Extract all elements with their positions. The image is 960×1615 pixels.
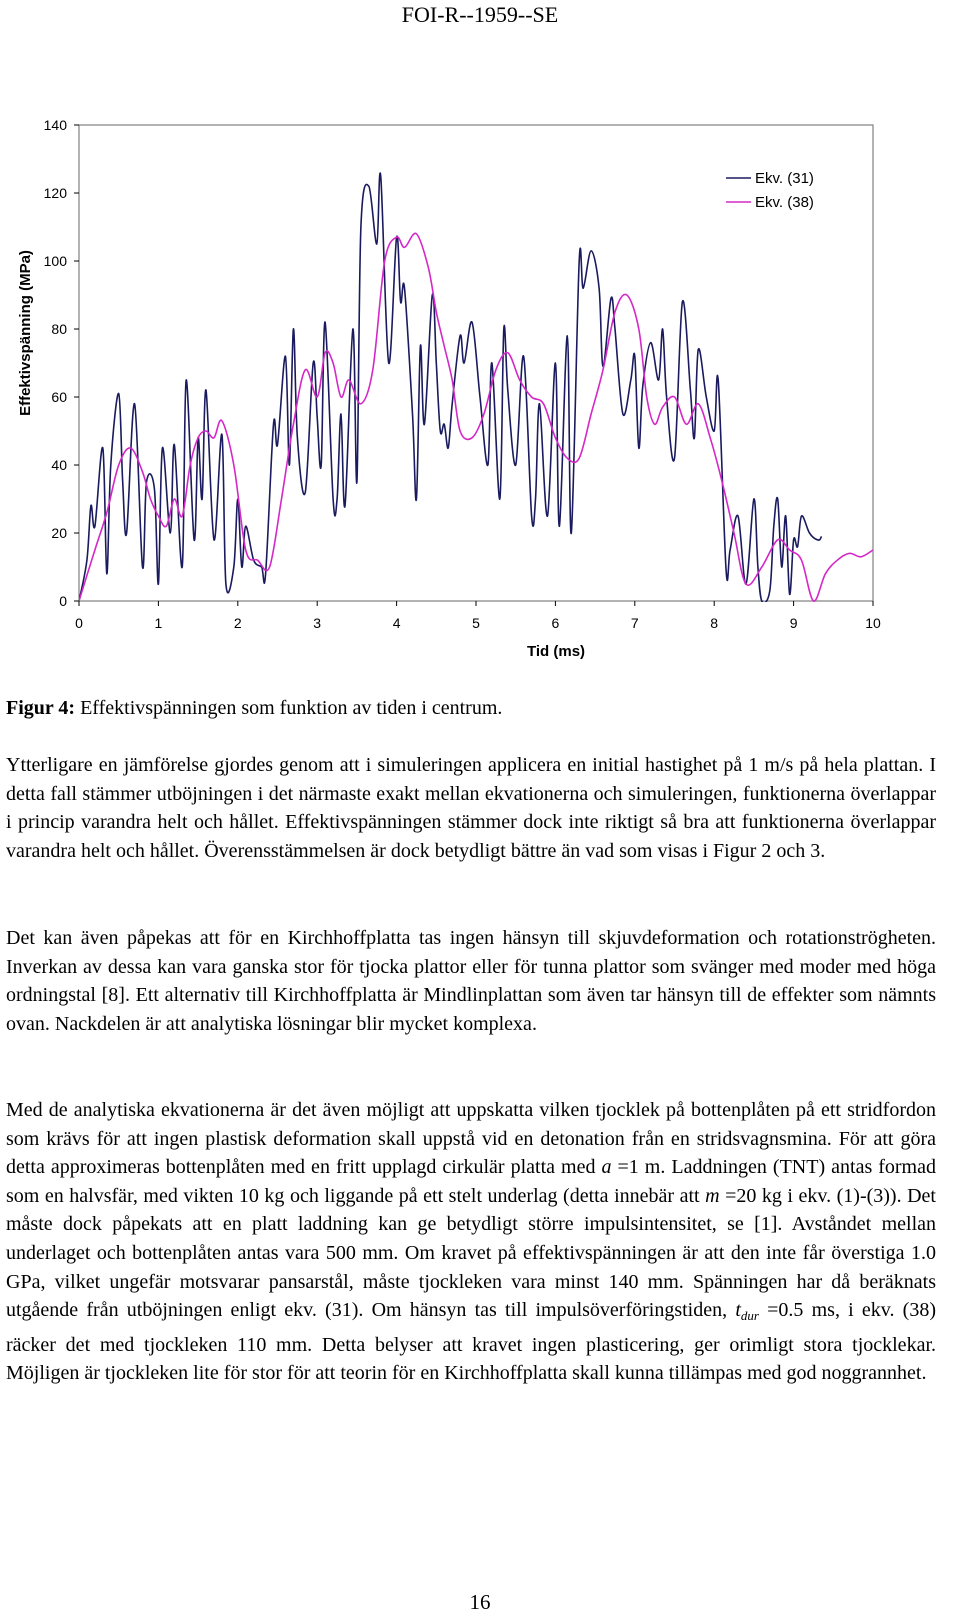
x-tick-label: 8 [710, 615, 719, 631]
paragraph-1: Ytterligare en jämförelse gjordes genom att i simuleringen applicera en initial hastighet på 1 m/s på hela plattan. I detta fall stämmer utböjningen i det närmaste exakt mellan ekvationerna och simuleringen, funktionerna överlappar i princip varandra helt och hållet. Effektivspänningen stämmer dock inte riktigt så bra att funktionerna överlappar varandra helt och hållet. Överensstämmelsen är dock betydligt bättre än vad som visas i Figur 2 och 3. [6, 754, 936, 862]
x-tick-label: 4 [392, 615, 401, 631]
x-tick-label: 5 [472, 615, 480, 631]
figure-caption-text: Effektivspänningen som funktion av tiden i centrum. [75, 697, 503, 719]
y-tick-label: 80 [51, 321, 67, 337]
x-tick-label: 3 [313, 615, 322, 631]
report-header: FOI-R--1959--SE [401, 2, 559, 27]
x-tick-label: 9 [789, 615, 798, 631]
x-tick-label: 0 [75, 615, 83, 631]
figure-caption-label: Figur 4: [6, 697, 76, 719]
y-axis-label: Effektivspänning (MPa) [17, 250, 34, 416]
paragraph-3 [6, 1096, 936, 1388]
x-tick-label: 6 [551, 615, 560, 631]
variable-t-subscript: dur [740, 1308, 759, 1324]
y-tick-label: 0 [59, 593, 67, 609]
y-tick-label: 100 [43, 253, 67, 269]
paragraph-3-part-d: =0.5 ms, i ekv. (38) räcker det med tjockleken 110 mm. Detta belyser att kravet ingen plasticering, ger orimligt stora tjocklekar. Möjligen är tjockleken lite för stor för att teorin för en Kirchhoffplatta skall kunna tillämpas med god noggrannhet. [6, 1299, 937, 1385]
x-tick-label: 1 [154, 615, 163, 631]
y-tick-label: 40 [51, 457, 67, 473]
variable-a: a [601, 1156, 612, 1179]
paragraph-3-part-c: =20 kg i ekv. (1)-(3)). Det måste dock påpekats att en platt laddning kan ge betydligt större impulsintensitet, se [1]. Avståndet mellan underlaget och bottenplåten antas vara 500 mm. Om kravet på effektivspänningen är att den inte får överstiga 1.0 GPa, vilket ungefär motsvarar pansarstål, måste tjockleken vara minst 140 mm. Spänningen har då beräknats utgående från utböjningen enligt ekv. (31). Om hänsyn tas till impulsöverföringstiden, [6, 1184, 936, 1322]
y-tick-label: 20 [51, 525, 67, 541]
y-tick-label: 120 [43, 185, 67, 201]
variable-m: m [705, 1184, 720, 1207]
variable-t: t [735, 1299, 741, 1322]
paragraph-3-part-a: Med de analytiska ekvationerna är det även möjligt att uppskatta vilken tjocklek på bottenplåten på ett stridfordon som krävs för att ingen plastisk deformation skall uppstå vid en detonation från en stridsvagnsmina. För att göra detta approximeras bottenplåten med en fritt upplagd cirkulär platta med [6, 1099, 936, 1179]
y-tick-label: 60 [51, 389, 67, 405]
plot-area [79, 125, 873, 601]
legend-label-1: Ekv. (31) [755, 170, 814, 187]
figure-caption [6, 697, 502, 720]
paragraph-3-part-b: =1 m. Laddningen (TNT) antas formad som en halvsfär, med vikten 10 kg och liggande på ett stelt underlag (detta innebär att [6, 1156, 936, 1207]
page-number: 16 [469, 1590, 491, 1614]
x-tick-label: 7 [630, 615, 639, 631]
y-tick-label: 140 [43, 117, 67, 133]
x-tick-label: 10 [865, 615, 881, 631]
stress-chart [0, 108, 960, 688]
x-tick-label: 2 [233, 615, 242, 631]
legend-label-2: Ekv. (38) [755, 194, 814, 211]
x-axis-label: Tid (ms) [526, 643, 586, 660]
paragraph-2: Det kan även påpekas att för en Kirchhoffplatta tas ingen hänsyn till skjuvdeformation och rotationströgheten. Inverkan av dessa kan vara ganska stor för tjocka plattor eller för tunna plattor som svänger med moder med höga ordningstal [8]. Ett alternativ till Kirchhoffplatta är Mindlinplattan som även tar hänsyn till de effekter som nämnts ovan. Nackdelen är att analytiska lösningar blir mycket komplexa. [6, 927, 936, 1035]
